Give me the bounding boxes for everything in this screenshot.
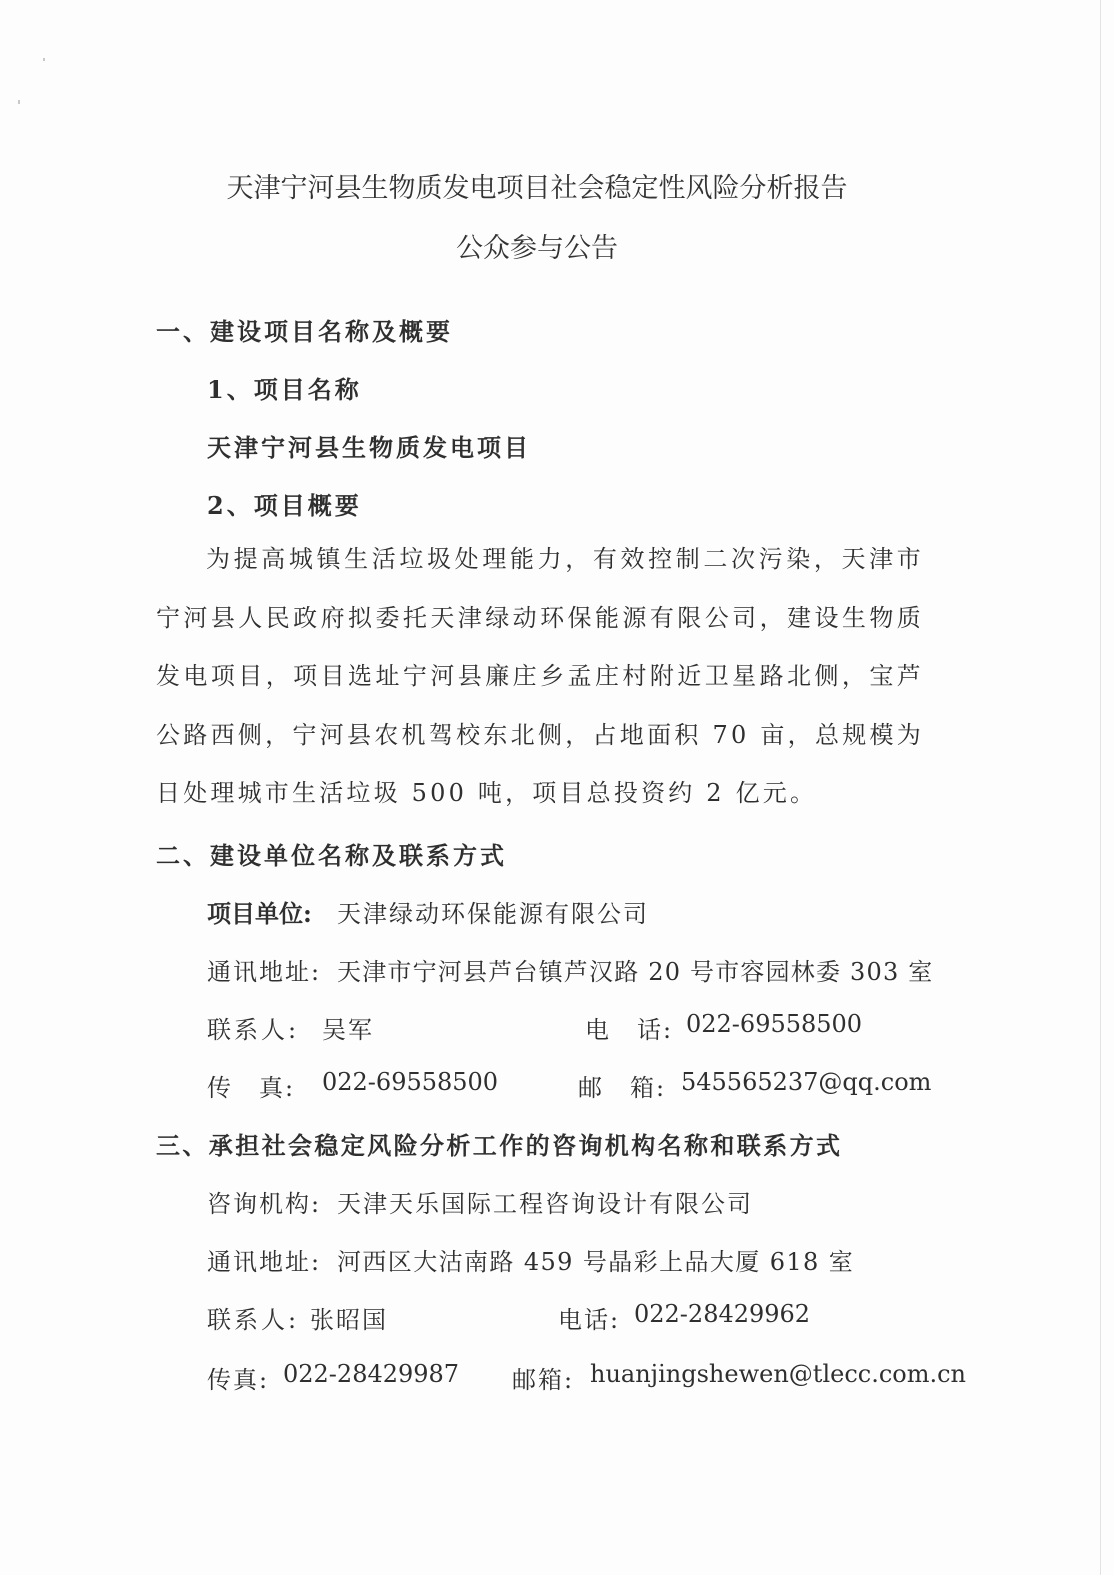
contact-label: 联系人:: [207, 1016, 300, 1044]
unit-value: 天津绿动环保能源有限公司: [337, 900, 649, 928]
consultant-address-label: 通讯地址:: [207, 1248, 322, 1276]
section1-heading: 一、建设项目名称及概要: [156, 317, 453, 346]
contact-value: 吴军: [322, 1016, 374, 1044]
fax-value: 022-69558500: [322, 1068, 499, 1096]
consultant-fax-label: 传真:: [207, 1366, 270, 1394]
section2-heading: 二、建设单位名称及联系方式: [156, 841, 507, 870]
document-title: 天津宁河县生物质发电项目社会稳定性风险分析报告: [226, 173, 848, 204]
project-name-text: 天津宁河县生物质发电项目: [207, 433, 531, 462]
email-label: 邮 箱:: [578, 1074, 667, 1102]
address-label: 通讯地址:: [207, 958, 322, 986]
consultant-phone-label: 电话:: [558, 1306, 621, 1334]
email-value: 545565237@qq.com: [681, 1068, 932, 1096]
consultant-address-value: 河西区大沽南路 459 号晶彩上品大厦 618 室: [337, 1248, 855, 1276]
fax-label: 传 真:: [207, 1074, 296, 1102]
section1-sub2-heading: 2、项目概要: [207, 491, 362, 520]
consultant-phone-value: 022-28429962: [634, 1300, 811, 1328]
phone-label: 电 话:: [585, 1016, 674, 1044]
address-value: 天津市宁河县芦台镇芦汉路 20 号市容园林委 303 室: [337, 958, 934, 986]
project-overview-paragraph: 为提高城镇生活垃圾处理能力，有效控制二次污染，天津市宁河县人民政府拟委托天津绿动环保能源有限公司，建设生物质发电项目，项目选址宁河县廉庄乡孟庄村附近卫星路北侧，宝芦公路西侧，宁河县农机驾校东北侧，占地面积 70 亩，总规模为日处理城市生活垃圾 500 吨，项目总投资约 2 亿元。: [156, 545, 924, 807]
consultant-contact-value: 张昭国: [310, 1306, 388, 1334]
section3-heading: 三、承担社会稳定风险分析工作的咨询机构名称和联系方式: [156, 1131, 843, 1160]
org-label: 咨询机构:: [207, 1190, 322, 1218]
document-subtitle: 公众参与公告: [456, 233, 618, 264]
scan-speck: [18, 100, 20, 104]
section1-sub1-heading: 1、项目名称: [207, 375, 362, 404]
scan-edge-line: [1100, 0, 1101, 1575]
consultant-email-value: huanjingshewen@tlecc.com.cn: [590, 1360, 967, 1388]
phone-value: 022-69558500: [686, 1010, 863, 1038]
consultant-contact-label: 联系人:: [207, 1306, 300, 1334]
consultant-email-label: 邮箱:: [512, 1366, 575, 1394]
scan-speck: [43, 58, 45, 61]
consultant-fax-value: 022-28429987: [283, 1360, 460, 1388]
unit-label: 项目单位:: [207, 899, 312, 928]
org-value: 天津天乐国际工程咨询设计有限公司: [337, 1190, 753, 1218]
